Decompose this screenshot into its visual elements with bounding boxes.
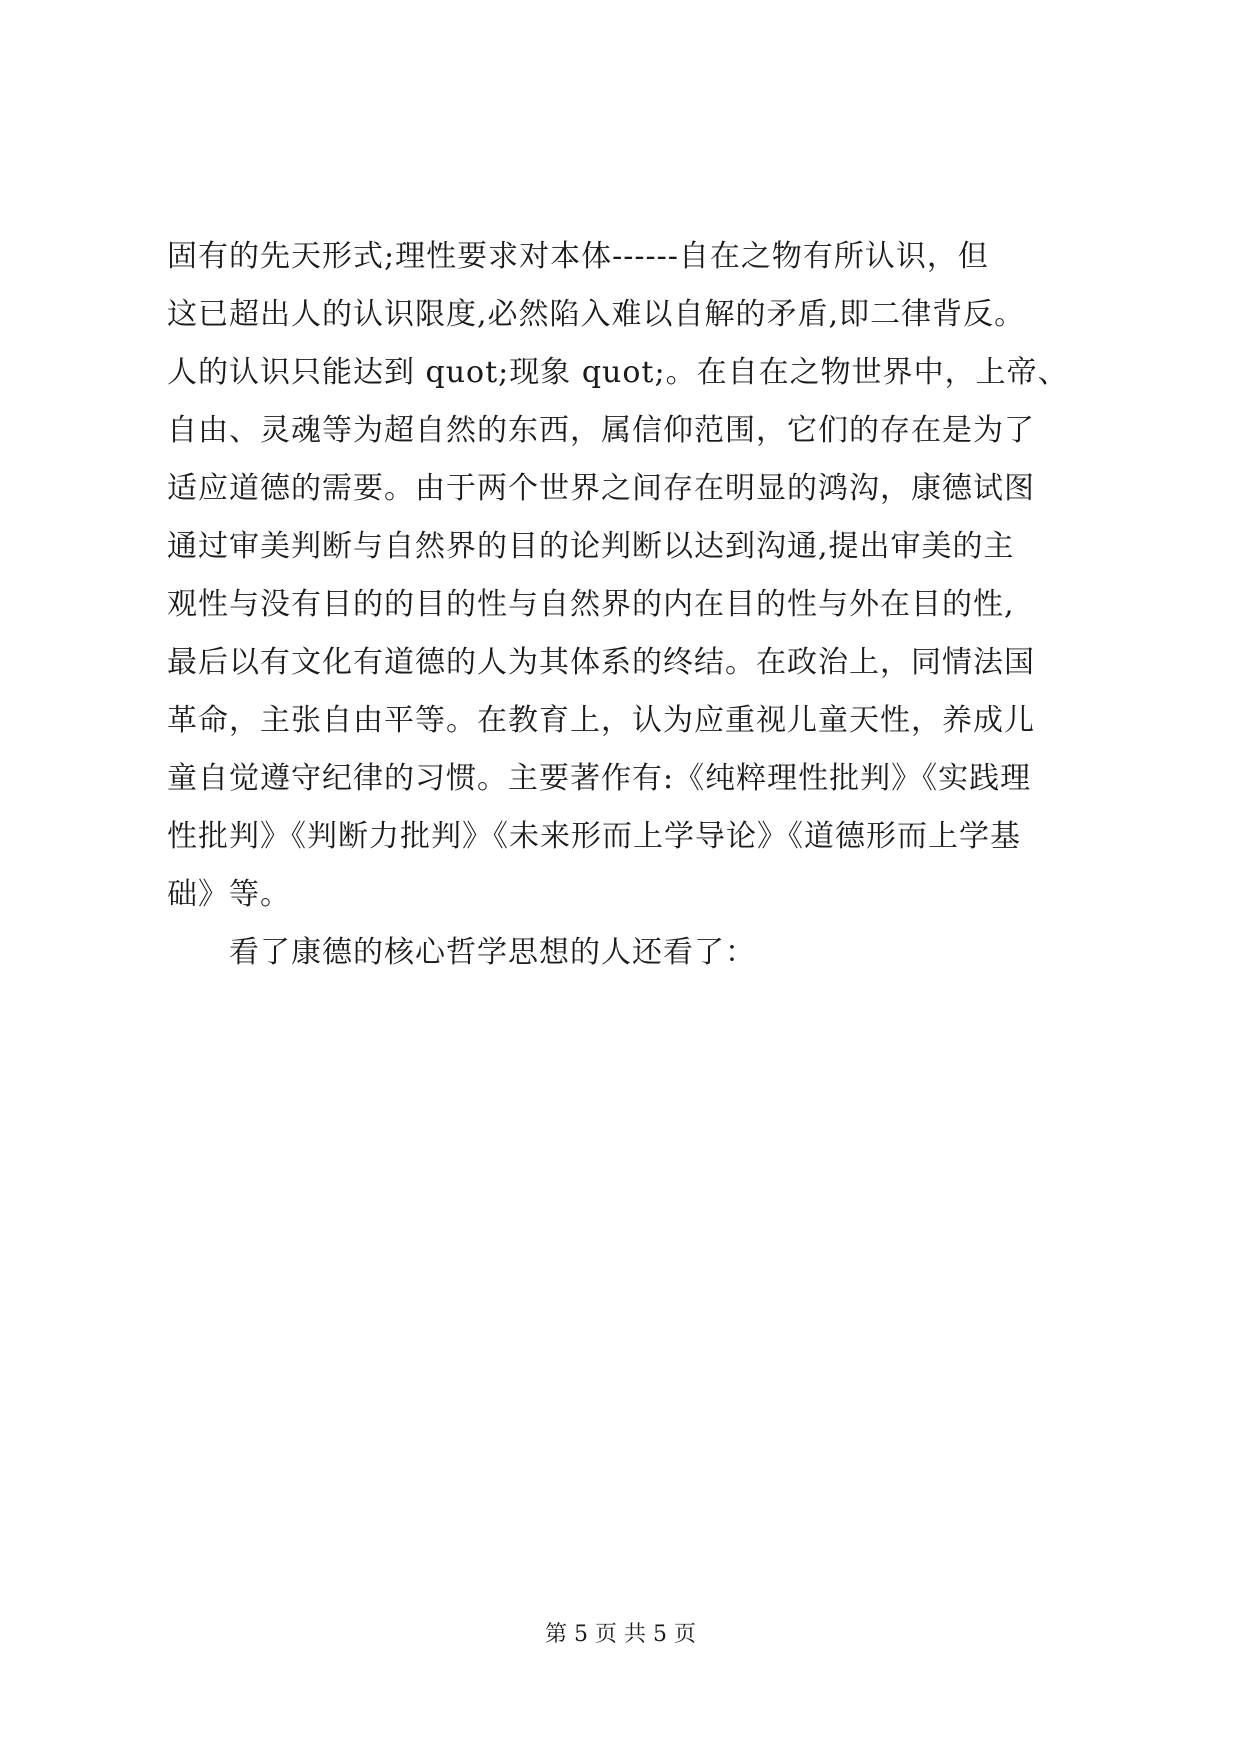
text-line: 自由、灵魂等为超自然的东西，属信仰范围，它们的存在是为了 (167, 413, 1035, 448)
text-line: 人的认识只能达到 quot;现象 quot;。在自在之物世界中，上帝、 (167, 355, 1069, 390)
text-line: 性批判》《判断力批判》《未来形而上学导论》《道德形而上学基 (167, 819, 1021, 854)
text-line: 观性与没有目的的目的性与自然界的内在目的性与外在目的性, (167, 587, 1015, 622)
closing-paragraph: 看了康德的核心哲学思想的人还看了： (229, 935, 756, 970)
text-line: 础》等。 (167, 877, 291, 912)
body-text (167, 228, 1087, 982)
text-line: 固有的先天形式;理性要求对本体------自在之物有所认识，但 (167, 239, 989, 274)
text-line: 革命，主张自由平等。在教育上，认为应重视儿童天性，养成儿 (167, 703, 1035, 738)
page-footer (0, 1620, 1241, 1650)
text-line: 这已超出人的认识限度,必然陷入难以自解的矛盾,即二律背反。 (167, 297, 1026, 332)
page-number: 第 5 页 共 5 页 (545, 1622, 696, 1647)
text-line: 适应道德的需要。由于两个世界之间存在明显的鸿沟，康德试图 (167, 471, 1035, 506)
text-line: 通过审美判断与自然界的目的论判断以达到沟通,提出审美的主 (167, 529, 1015, 564)
text-line: 最后以有文化有道德的人为其体系的终结。在政治上，同情法国 (167, 645, 1035, 680)
text-line: 童自觉遵守纪律的习惯。主要著作有:《纯粹理性批判》《实践理 (167, 761, 1032, 796)
